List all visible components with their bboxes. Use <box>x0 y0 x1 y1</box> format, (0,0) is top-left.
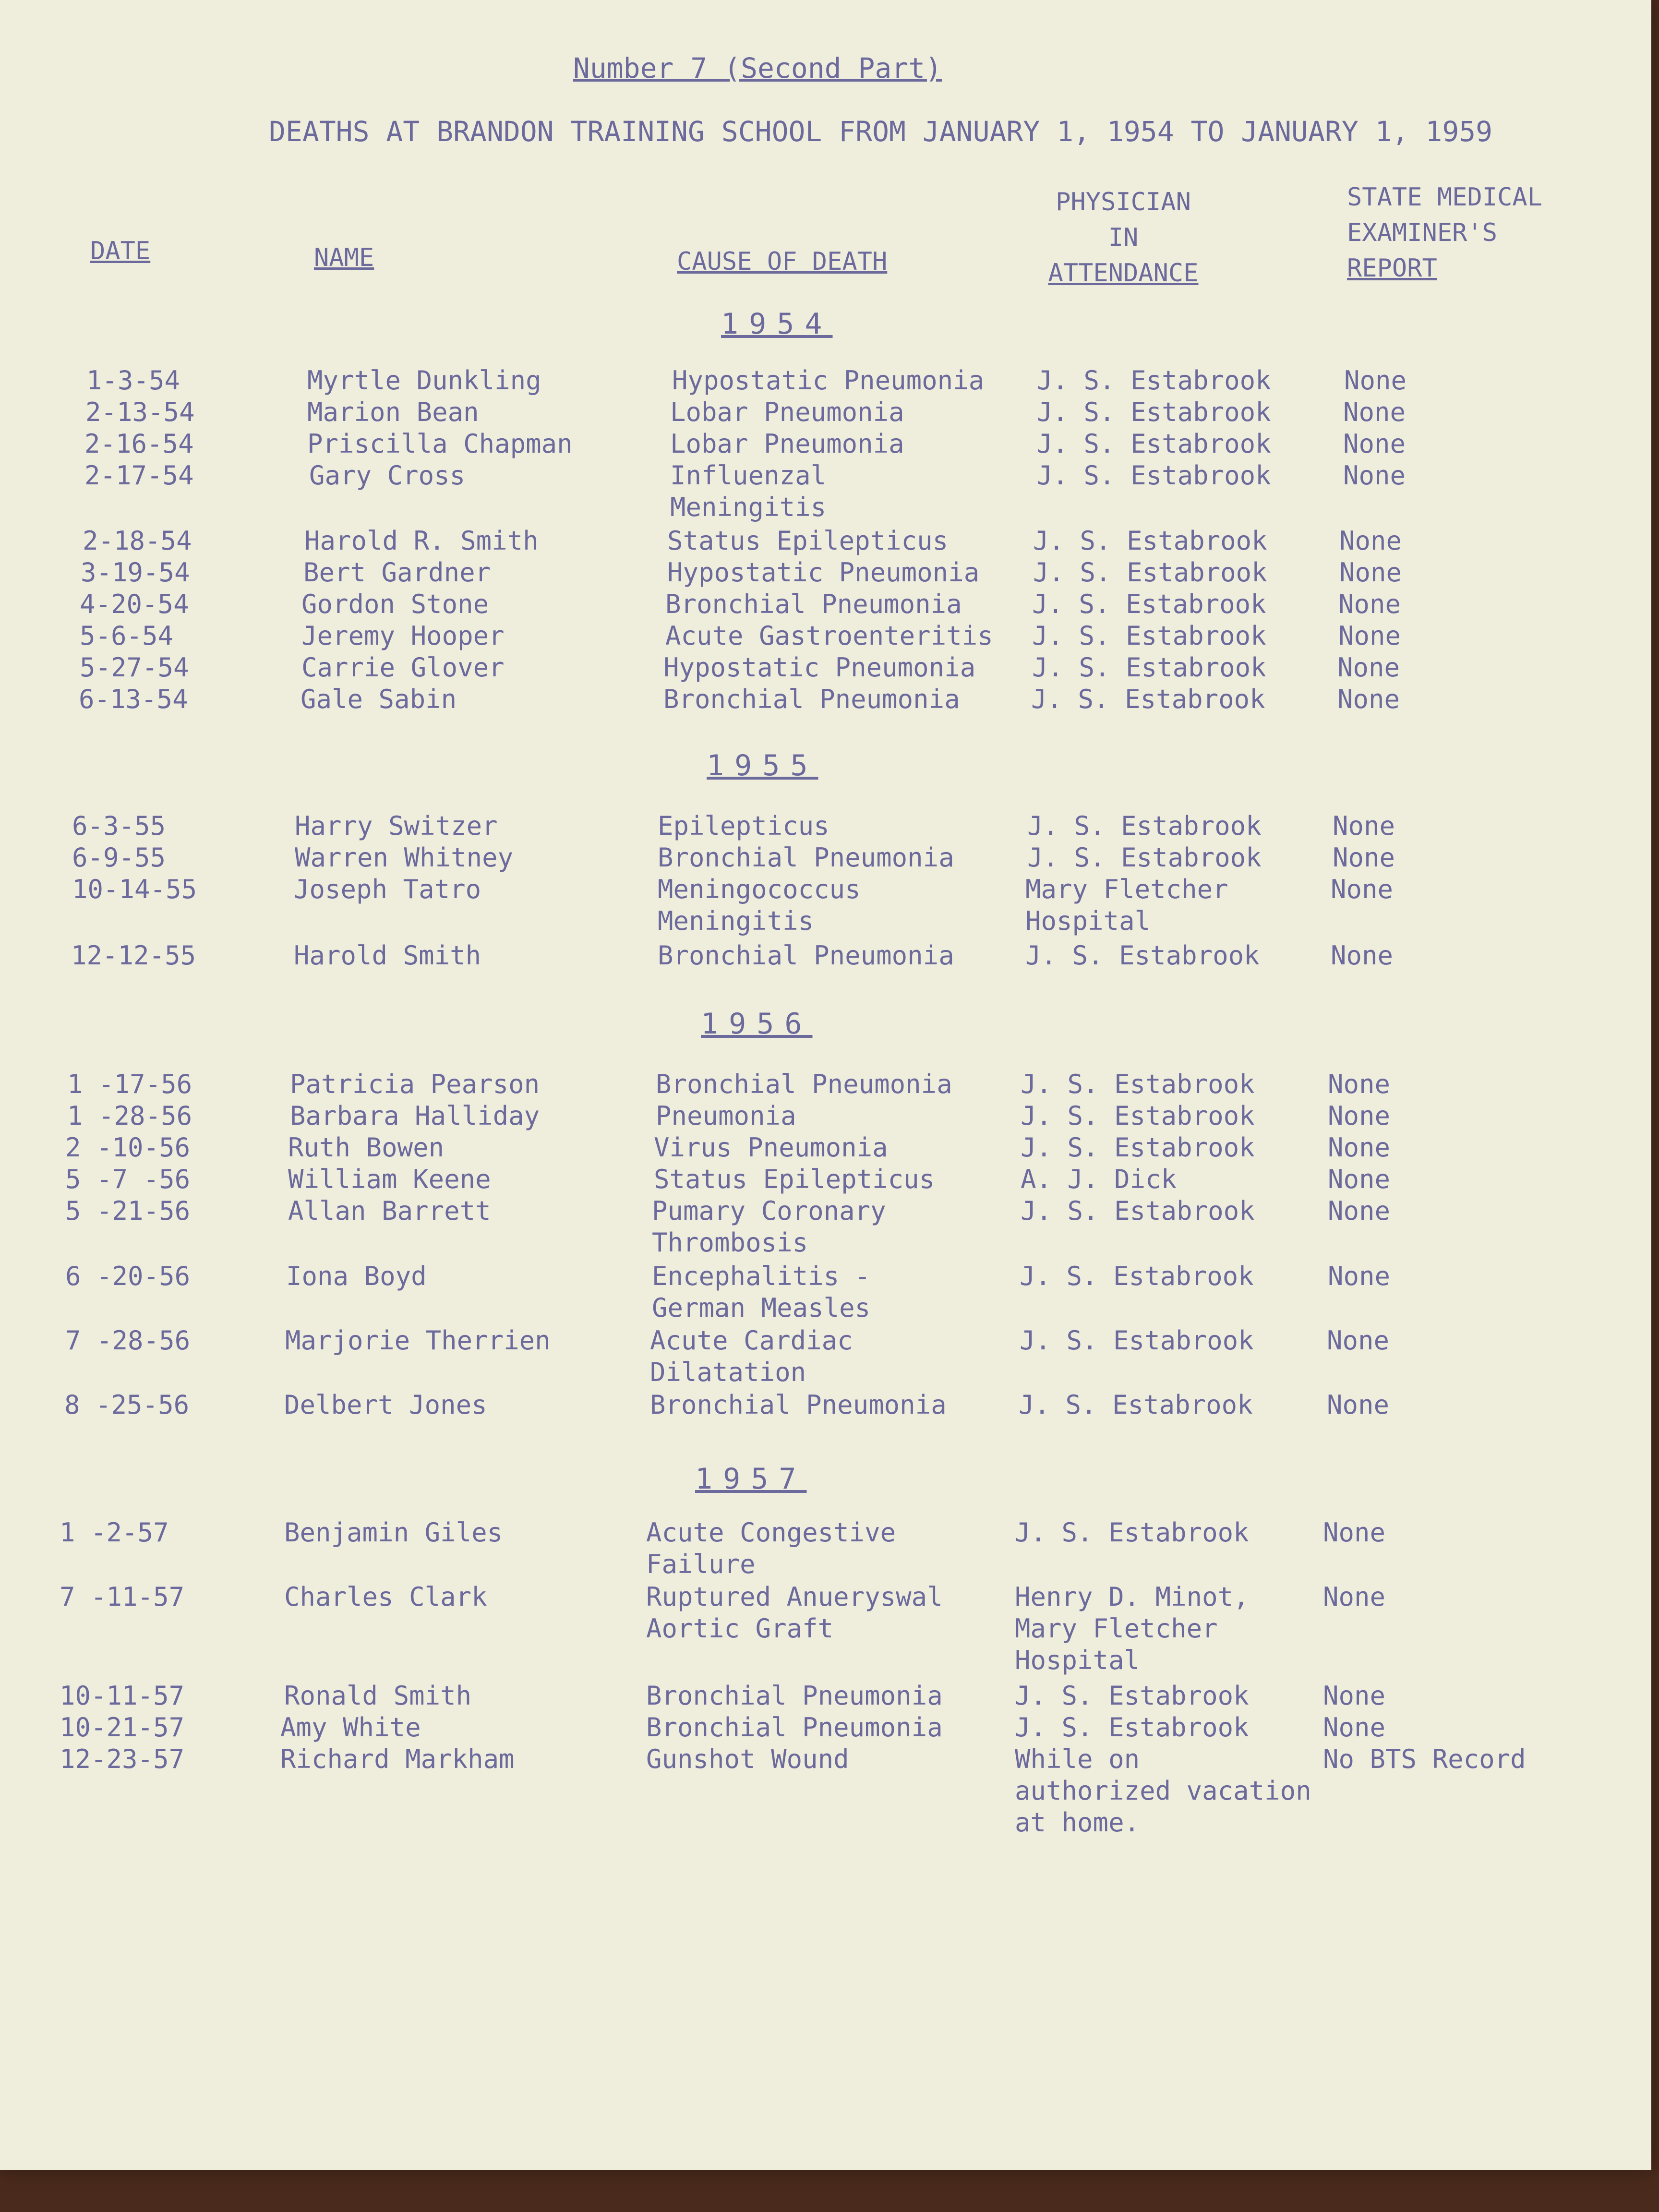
row-report: None <box>1339 526 1402 556</box>
row-name: Iona Boyd <box>286 1261 427 1291</box>
cause-line: Hypostatic Pneumonia <box>672 365 985 396</box>
cause-line: Epilepticus <box>658 811 830 841</box>
physician-line: Mary Fletcher <box>1015 1613 1218 1644</box>
cause-line: Bronchial Pneumonia <box>665 589 962 619</box>
document-title: Number 7 (Second Part) <box>573 52 942 84</box>
row-physician <box>1019 1389 1355 1421</box>
row-date: 2-18-54 <box>83 526 192 556</box>
cause-line: Bronchial Pneumonia <box>646 1712 943 1743</box>
row-report: None <box>1328 1164 1391 1194</box>
row-name: Harold Smith <box>294 940 481 971</box>
row-date: 5 -21-56 <box>65 1196 191 1226</box>
physician-line: J. S. Estabrook <box>1027 842 1262 873</box>
row-date: 10-21-57 <box>60 1712 185 1743</box>
row-physician <box>1025 940 1361 972</box>
row-name: Charles Clark <box>284 1582 487 1612</box>
cause-line: Pumary Coronary <box>652 1196 886 1226</box>
row-physician <box>1037 397 1373 428</box>
row-name: Warren Whitney <box>295 842 514 873</box>
row-cause <box>658 810 1032 842</box>
row-physician <box>1025 874 1361 937</box>
physician-line: J. S. Estabrook <box>1037 429 1271 459</box>
row-physician <box>1021 1100 1357 1132</box>
row-name: Ruth Bowen <box>288 1132 445 1163</box>
row-cause <box>667 525 1042 557</box>
physician-line: J. S. Estabrook <box>1019 1390 1253 1420</box>
row-physician <box>1015 1680 1351 1712</box>
row-date: 3-19-54 <box>81 557 190 588</box>
physician-line: Hospital <box>1015 1645 1140 1675</box>
cause-line: Hypostatic Pneumonia <box>667 557 980 588</box>
row-cause <box>670 397 1045 428</box>
row-name: Priscilla Chapman <box>307 429 573 459</box>
row-name: Amy White <box>280 1712 421 1743</box>
row-cause <box>665 620 1040 652</box>
row-name: Gary Cross <box>309 460 466 491</box>
cause-line: Status Epilepticus <box>654 1164 935 1194</box>
column-header-date: DATE <box>90 237 151 265</box>
cause-line: Gunshot Wound <box>646 1744 849 1774</box>
row-physician <box>1015 1712 1351 1743</box>
physician-line: J. S. Estabrook <box>1021 1196 1255 1226</box>
cause-line: Pneumonia <box>656 1101 796 1131</box>
physician-line: J. S. Estabrook <box>1032 652 1266 683</box>
column-header-physician: PHYSICIAN IN ATTENDANCE <box>1048 188 1199 288</box>
physician-line: J. S. Estabrook <box>1033 557 1267 588</box>
physician-line: J. S. Estabrook <box>1021 1132 1255 1163</box>
row-cause <box>654 1132 1028 1164</box>
physician-line: J. S. Estabrook <box>1021 1069 1255 1099</box>
column-header-report: STATE MEDICAL EXAMINER'S REPORT <box>1347 183 1542 283</box>
row-cause <box>650 1325 1024 1388</box>
row-physician <box>1037 428 1373 460</box>
cause-line: Encephalitis - <box>652 1261 871 1291</box>
row-cause <box>646 1581 1021 1645</box>
row-date: 6-9-55 <box>72 842 166 873</box>
physician-line: J. S. Estabrook <box>1037 460 1271 491</box>
row-date: 6-3-55 <box>72 811 166 841</box>
row-cause <box>652 1195 1026 1259</box>
row-name: William Keene <box>288 1164 491 1194</box>
physician-line: J. S. Estabrook <box>1032 621 1266 651</box>
row-cause <box>670 460 1045 523</box>
physician-line: J. S. Estabrook <box>1020 1261 1254 1291</box>
row-report: None <box>1338 621 1401 651</box>
physician-line: J. S. Estabrook <box>1021 1101 1255 1131</box>
row-name: Patricia Pearson <box>290 1069 540 1099</box>
row-cause <box>663 684 1038 715</box>
cause-line: Dilatation <box>650 1357 806 1387</box>
physician-line: Henry D. Minot, <box>1015 1582 1249 1612</box>
row-name: Allan Barrett <box>288 1196 491 1226</box>
row-report: None <box>1323 1517 1386 1548</box>
row-cause <box>656 1069 1030 1100</box>
row-name: Jeremy Hooper <box>301 621 505 651</box>
cause-line: Virus Pneumonia <box>654 1132 888 1163</box>
physician-line: J. S. Estabrook <box>1037 397 1271 427</box>
row-report: None <box>1328 1261 1391 1291</box>
year-heading-1955: 1955 <box>707 749 818 782</box>
physician-line: Mary Fletcher <box>1025 874 1228 904</box>
cause-line: Lobar Pneumonia <box>670 397 904 427</box>
physician-line: J. S. Estabrook <box>1037 365 1271 396</box>
row-report: None <box>1323 1582 1386 1612</box>
row-date: 7 -11-57 <box>60 1582 185 1612</box>
physician-line: J. S. Estabrook <box>1025 940 1260 971</box>
row-name: Benjamin Giles <box>284 1517 503 1548</box>
row-report: None <box>1328 1132 1391 1163</box>
row-date: 2-16-54 <box>84 429 194 459</box>
physician-line: J. S. Estabrook <box>1033 526 1267 556</box>
row-physician <box>1021 1195 1357 1227</box>
row-name: Barbara Halliday <box>290 1101 540 1131</box>
row-physician <box>1021 1132 1357 1164</box>
row-date: 12-12-55 <box>71 940 196 971</box>
row-report: No BTS Record <box>1323 1744 1526 1774</box>
row-date: 6-13-54 <box>79 684 188 714</box>
row-report: None <box>1328 1196 1391 1226</box>
row-cause <box>654 1164 1028 1195</box>
row-name: Myrtle Dunkling <box>307 365 541 396</box>
row-date: 1-3-54 <box>86 365 180 396</box>
row-physician <box>1032 620 1368 652</box>
physician-line: A. J. Dick <box>1021 1164 1177 1194</box>
cause-line: Hypostatic Pneumonia <box>663 652 976 683</box>
cause-line: Bronchial Pneumonia <box>658 940 954 971</box>
row-physician <box>1037 365 1373 397</box>
year-heading-1954: 1954 <box>721 307 833 341</box>
row-report: None <box>1333 811 1395 841</box>
row-report: None <box>1327 1390 1390 1420</box>
physician-line: J. S. Estabrook <box>1015 1517 1249 1548</box>
row-physician <box>1021 1164 1357 1195</box>
cause-line: Bronchial Pneumonia <box>650 1390 947 1420</box>
row-name: Gordon Stone <box>301 589 489 619</box>
row-name: Marion Bean <box>307 397 479 427</box>
row-name: Richard Markham <box>280 1744 515 1774</box>
row-cause <box>667 557 1042 589</box>
row-date: 2 -10-56 <box>65 1132 191 1163</box>
row-report: None <box>1343 460 1406 491</box>
cause-line: Thrombosis <box>652 1227 808 1258</box>
row-date: 10-14-55 <box>72 874 197 904</box>
row-date: 6 -20-56 <box>65 1261 191 1291</box>
row-name: Carrie Glover <box>301 652 505 683</box>
row-cause <box>658 842 1032 874</box>
row-physician <box>1031 684 1367 715</box>
row-report: None <box>1337 652 1400 683</box>
row-physician <box>1033 557 1369 589</box>
physician-line: J. S. Estabrook <box>1031 684 1265 714</box>
row-cause <box>663 652 1038 684</box>
cause-line: Aortic Graft <box>646 1613 834 1644</box>
physician-line: While on <box>1015 1744 1140 1774</box>
row-date: 12-23-57 <box>60 1744 185 1774</box>
year-heading-1957: 1957 <box>695 1462 807 1496</box>
row-name: Bert Gardner <box>303 557 491 588</box>
cause-line: Bronchial Pneumonia <box>658 842 954 873</box>
row-date: 10-11-57 <box>60 1681 185 1711</box>
physician-line: J. S. Estabrook <box>1032 589 1266 619</box>
row-date: 7 -28-56 <box>65 1325 191 1356</box>
row-cause <box>665 589 1040 620</box>
row-physician <box>1032 589 1368 620</box>
row-report: None <box>1327 1325 1390 1356</box>
row-physician <box>1033 525 1369 557</box>
row-name: Joseph Tatro <box>294 874 481 904</box>
row-report: None <box>1344 365 1407 396</box>
row-name: Gale Sabin <box>301 684 457 714</box>
row-physician <box>1015 1581 1351 1676</box>
row-report: None <box>1333 842 1395 873</box>
column-header-cause: CAUSE OF DEATH <box>677 247 888 276</box>
row-physician <box>1021 1069 1357 1100</box>
cause-line: Bronchial Pneumonia <box>656 1069 952 1099</box>
row-cause <box>670 428 1045 460</box>
row-date: 8 -25-56 <box>64 1390 190 1420</box>
row-cause <box>656 1100 1030 1132</box>
row-report: None <box>1337 684 1400 714</box>
physician-line: Hospital <box>1025 906 1151 936</box>
cause-line: German Measles <box>652 1293 871 1323</box>
year-heading-1956: 1956 <box>701 1007 813 1041</box>
row-report: None <box>1328 1101 1391 1131</box>
cause-line: Acute Gastroenteritis <box>665 621 993 651</box>
row-date: 1 -28-56 <box>67 1101 192 1131</box>
row-date: 1 -2-57 <box>60 1517 169 1548</box>
cause-line: Meningococcus <box>658 874 861 904</box>
row-report: None <box>1343 397 1406 427</box>
row-date: 2-13-54 <box>85 397 195 427</box>
row-date: 2-17-54 <box>84 460 194 491</box>
cause-line: Status Epilepticus <box>667 526 949 556</box>
column-header-name: NAME <box>314 243 374 272</box>
row-cause <box>652 1261 1026 1324</box>
row-name: Ronald Smith <box>284 1681 472 1711</box>
row-date: 5-27-54 <box>80 652 189 683</box>
row-cause <box>646 1517 1021 1580</box>
physician-line: J. S. Estabrook <box>1015 1712 1249 1743</box>
document-subtitle: DEATHS AT BRANDON TRAINING SCHOOL FROM JANUARY 1, 1954 TO JANUARY 1, 1959 <box>269 115 1493 148</box>
row-report: None <box>1339 557 1402 588</box>
row-cause <box>658 874 1032 937</box>
row-date: 1 -17-56 <box>67 1069 192 1099</box>
cause-line: Influenzal <box>670 460 827 491</box>
row-name: Delbert Jones <box>284 1390 487 1420</box>
row-name: Harold R. Smith <box>304 526 539 556</box>
row-physician <box>1027 842 1363 874</box>
row-report: None <box>1328 1069 1391 1099</box>
row-cause <box>646 1743 1021 1775</box>
row-physician <box>1032 652 1368 684</box>
physician-line: at home. <box>1015 1807 1140 1838</box>
cause-line: Bronchial Pneumonia <box>646 1681 943 1711</box>
cause-line: Failure <box>646 1549 756 1579</box>
row-report: None <box>1343 429 1406 459</box>
row-cause <box>646 1712 1021 1743</box>
row-date: 4-20-54 <box>80 589 189 619</box>
physician-line: J. S. Estabrook <box>1020 1325 1254 1356</box>
cause-line: Meningitis <box>658 906 814 936</box>
row-report: None <box>1338 589 1401 619</box>
cause-line: Acute Cardiac <box>650 1325 853 1356</box>
row-report: None <box>1331 874 1394 904</box>
row-physician <box>1015 1517 1351 1549</box>
row-report: None <box>1323 1712 1386 1743</box>
physician-line: J. S. Estabrook <box>1015 1681 1249 1711</box>
row-date: 5-6-54 <box>80 621 174 651</box>
row-date: 5 -7 -56 <box>65 1164 191 1194</box>
row-report: None <box>1331 940 1394 971</box>
cause-line: Acute Congestive <box>646 1517 896 1548</box>
row-cause <box>672 365 1046 397</box>
physician-line: authorized vacation <box>1015 1776 1311 1806</box>
row-report: None <box>1323 1681 1386 1711</box>
row-physician <box>1027 810 1363 842</box>
physician-line: J. S. Estabrook <box>1027 811 1262 841</box>
cause-line: Ruptured Anueryswal <box>646 1582 943 1612</box>
row-name: Harry Switzer <box>295 811 498 841</box>
row-cause <box>650 1389 1024 1421</box>
row-physician <box>1037 460 1373 492</box>
row-physician <box>1020 1261 1356 1292</box>
row-name: Marjorie Therrien <box>285 1325 551 1356</box>
row-cause <box>658 940 1032 972</box>
row-physician <box>1020 1325 1356 1357</box>
row-cause <box>646 1680 1021 1712</box>
cause-line: Meningitis <box>670 492 827 522</box>
row-physician <box>1015 1743 1351 1839</box>
cause-line: Lobar Pneumonia <box>670 429 904 459</box>
cause-line: Bronchial Pneumonia <box>663 684 960 714</box>
